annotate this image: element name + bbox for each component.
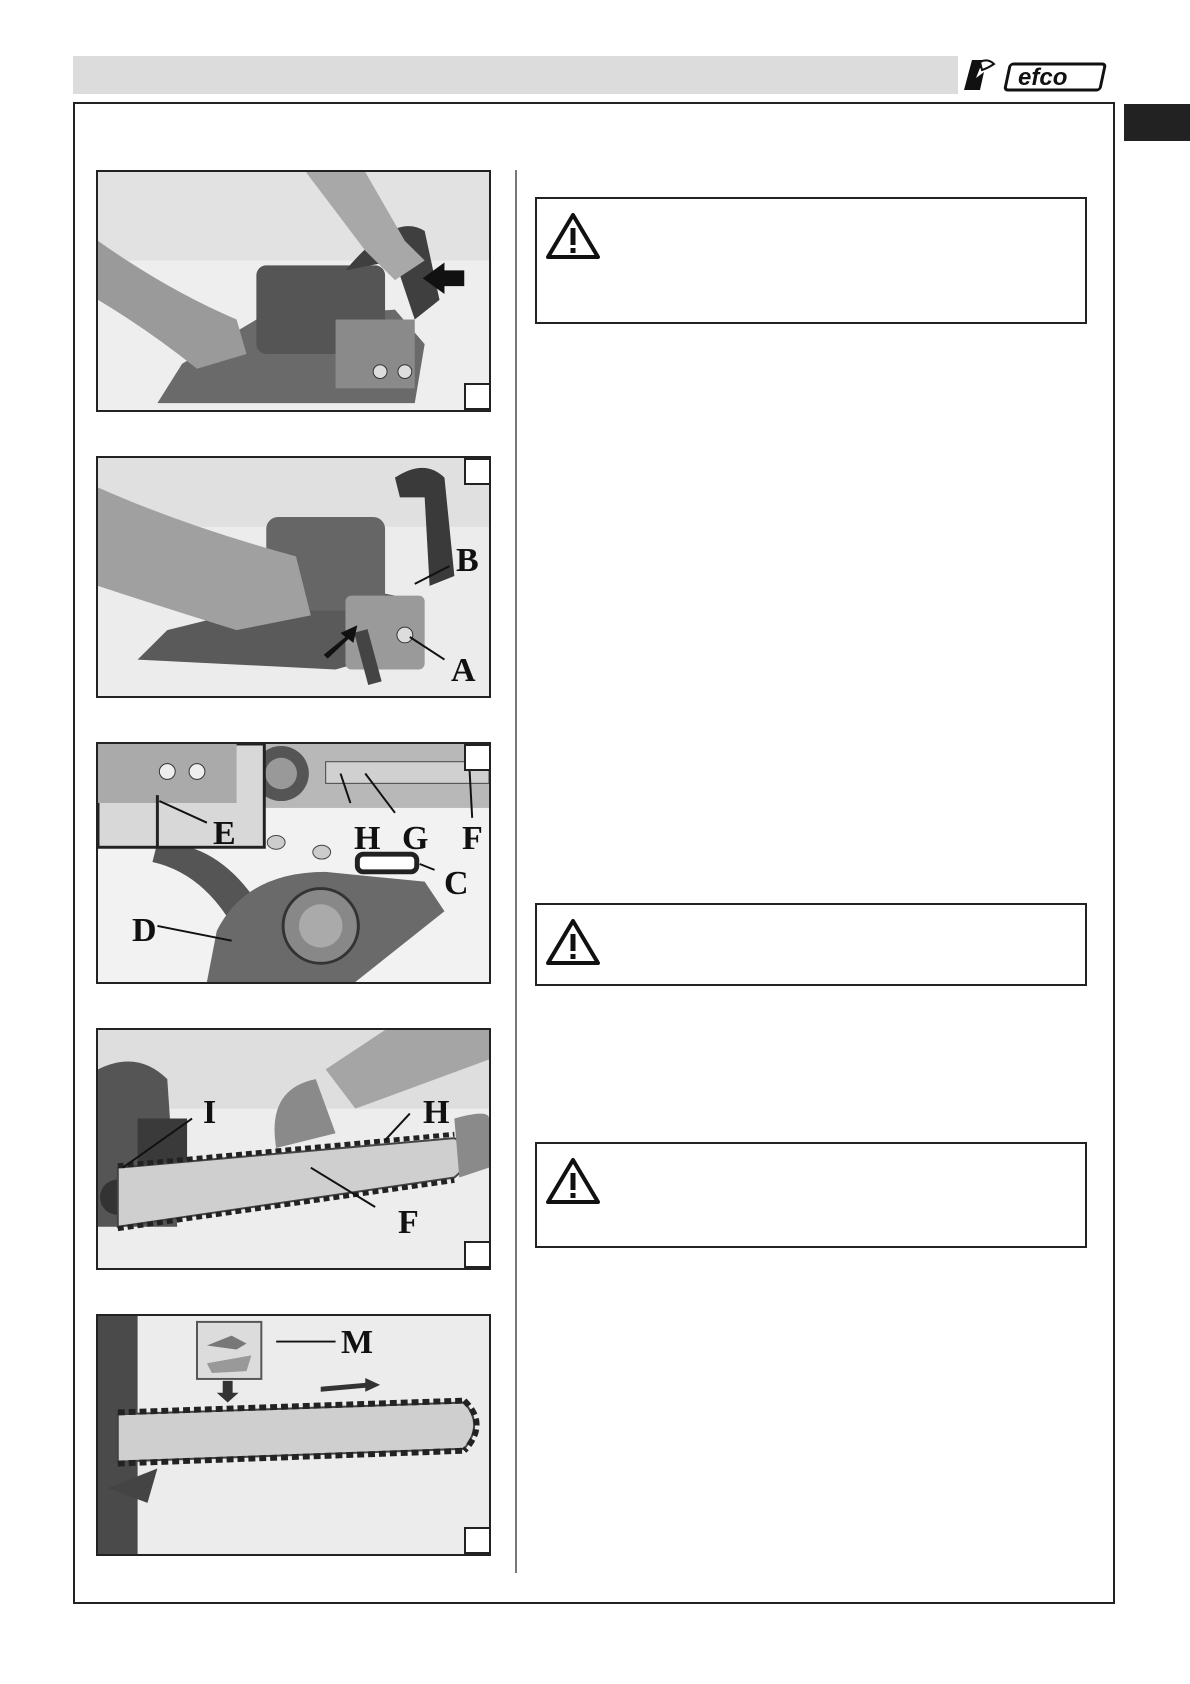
callout-label: F: [462, 820, 483, 857]
callout-label: G: [402, 820, 429, 857]
callout-label: B: [456, 542, 479, 579]
callout-label: E: [213, 815, 236, 852]
figure-2: [96, 456, 491, 698]
warning-box: [535, 1142, 1087, 1248]
figure-number-box: [464, 1527, 491, 1554]
column-divider: [515, 170, 517, 1573]
callout-label: I: [203, 1094, 217, 1131]
figure-4: [96, 1028, 491, 1270]
callout-label: A: [451, 652, 476, 689]
warning-triangle-icon: [545, 917, 601, 967]
figure-3: [96, 742, 491, 984]
callout-label: C: [444, 865, 469, 902]
callout-label: M: [341, 1324, 374, 1361]
figure-number-box: [464, 383, 491, 410]
header-bar: [73, 56, 958, 94]
warning-box: [535, 197, 1087, 324]
warning-triangle-icon: [545, 1156, 601, 1206]
figure-number-box: [464, 1241, 491, 1268]
figure-1: [96, 170, 491, 412]
warning-triangle-icon: [545, 211, 601, 261]
callout-label: D: [132, 912, 157, 949]
figure-5: [96, 1314, 491, 1556]
brand-text: efco: [1018, 64, 1068, 91]
warning-box: [535, 903, 1087, 986]
figure-number-box: [464, 744, 491, 771]
language-tab: [1124, 104, 1190, 141]
callout-label: F: [398, 1204, 419, 1241]
callout-label: H: [354, 820, 381, 857]
figure-number-box: [464, 458, 491, 485]
callout-label: H: [423, 1094, 450, 1131]
efco-logo: [962, 56, 1112, 96]
